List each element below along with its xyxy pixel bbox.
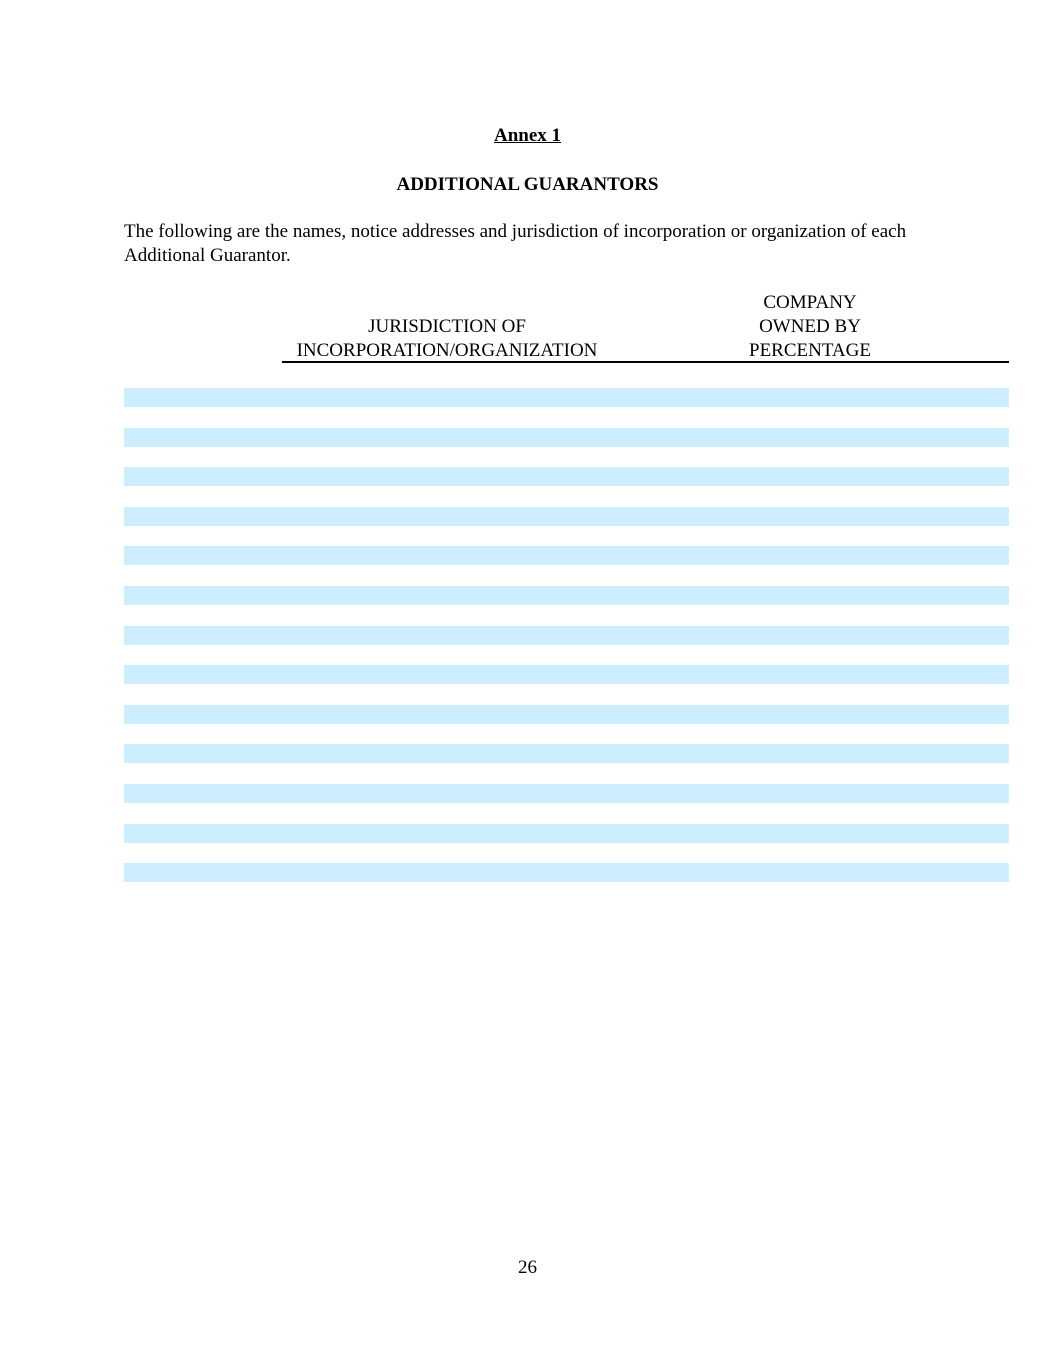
- blank-table-row[interactable]: [124, 784, 1009, 803]
- blank-table-row[interactable]: [124, 863, 1009, 882]
- jurisdiction-header-line: JURISDICTION OF: [368, 316, 526, 337]
- blank-table-row[interactable]: [124, 388, 1009, 407]
- guarantor-table-body: [124, 388, 1009, 903]
- intro-paragraph: The following are the names, notice addresses and jurisdiction of incorporation or organization of each Additional Guarantor.: [124, 221, 907, 266]
- blank-table-row[interactable]: [124, 626, 1009, 645]
- blank-table-row[interactable]: [124, 705, 1009, 724]
- ownership-header-line: OWNED BY: [759, 316, 861, 337]
- ownership-column-header: [700, 291, 920, 363]
- blank-table-row[interactable]: [124, 586, 1009, 605]
- ownership-header-line: COMPANY: [763, 292, 857, 313]
- blank-table-row[interactable]: [124, 665, 1009, 684]
- blank-table-row[interactable]: [124, 824, 1009, 843]
- annex-title-text: Annex 1: [493, 125, 562, 146]
- blank-table-row[interactable]: [124, 507, 1009, 526]
- jurisdiction-column-header: [282, 315, 612, 363]
- page-number: 26: [518, 1257, 537, 1278]
- annex-title: [0, 125, 1055, 147]
- section-title: ADDITIONAL GUARANTORS: [396, 174, 659, 195]
- jurisdiction-header-line: INCORPORATION/ORGANIZATION: [296, 340, 598, 361]
- blank-table-row[interactable]: [124, 467, 1009, 486]
- blank-table-row[interactable]: [124, 428, 1009, 447]
- header-underline: [282, 361, 1009, 363]
- blank-table-row[interactable]: [124, 546, 1009, 565]
- blank-table-row[interactable]: [124, 744, 1009, 763]
- ownership-header-line: PERCENTAGE: [749, 340, 871, 361]
